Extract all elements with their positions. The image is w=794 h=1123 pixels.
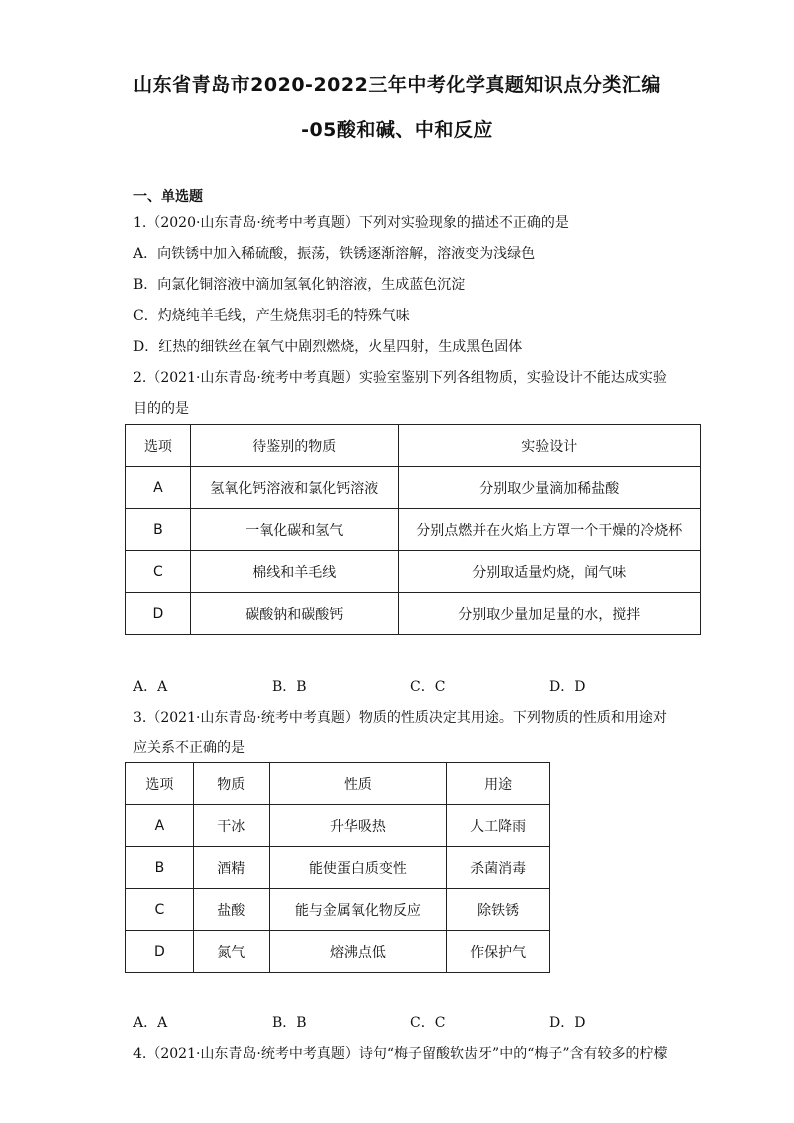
table-cell: 分别取少量加足量的水，搅拌 [398, 593, 700, 635]
question-2-stem: 2.（2021·山东青岛·统考中考真题）实验室鉴别下列各组物质，实验设计不能达成实验 [133, 370, 667, 386]
table-header-cell: 实验设计 [398, 425, 700, 467]
table-cell: 碳酸钠和碳酸钙 [190, 593, 398, 635]
question-2-table [125, 424, 701, 635]
table-cell: 棉线和羊毛线 [190, 551, 398, 593]
answer-option-c[interactable]: C．C [410, 1015, 446, 1031]
table-cell: 杀菌消毒 [447, 847, 550, 889]
table-cell: 人工降雨 [447, 805, 550, 847]
section-heading: 一、单选题 [133, 189, 203, 205]
table-cell: 氮气 [193, 931, 269, 973]
question-1-option-c: C．灼烧纯羊毛线，产生烧焦羽毛的特殊气味 [133, 308, 410, 324]
answer-option-c[interactable]: C．C [410, 679, 446, 695]
answer-option-b[interactable]: B．B [272, 1015, 307, 1031]
table-cell: A [126, 805, 194, 847]
question-1-option-a: A．向铁锈中加入稀硫酸，振荡，铁锈逐渐溶解，溶液变为浅绿色 [133, 246, 536, 262]
table-cell: C [126, 551, 191, 593]
table-cell: 能与金属氧化物反应 [269, 889, 447, 931]
answer-option-d[interactable]: D．D [549, 679, 586, 695]
table-header-cell: 选项 [126, 425, 191, 467]
question-3-stem-continued: 应关系不正确的是 [133, 740, 245, 756]
document-title-line-1: 山东省青岛市2020-2022三年中考化学真题知识点分类汇编 [133, 74, 661, 96]
question-1-option-b: B．向氯化铜溶液中滴加氢氧化钠溶液，生成蓝色沉淀 [133, 277, 466, 293]
table-cell: 分别点燃并在火焰上方罩一个干燥的冷烧杯 [398, 509, 700, 551]
table-cell: D [126, 931, 194, 973]
table-cell: 酒精 [193, 847, 269, 889]
table-header-cell: 物质 [193, 763, 269, 805]
question-1-option-d: D．红热的细铁丝在氧气中剧烈燃烧，火星四射，生成黑色固体 [133, 339, 523, 355]
question-1-stem: 1.（2020·山东青岛·统考中考真题）下列对实验现象的描述不正确的是 [133, 215, 569, 231]
table-cell: 能使蛋白质变性 [269, 847, 447, 889]
table-header-row [126, 763, 550, 805]
table-cell: A [126, 467, 191, 509]
table-cell: 分别取少量滴加稀盐酸 [398, 467, 700, 509]
table-cell: 除铁锈 [447, 889, 550, 931]
table-row [126, 509, 701, 551]
table-cell: 升华吸热 [269, 805, 447, 847]
table-row [126, 551, 701, 593]
answer-option-d[interactable]: D．D [549, 1015, 586, 1031]
table-header-row [126, 425, 701, 467]
table-cell: 作保护气 [447, 931, 550, 973]
document-title-line-2: -05酸和碱、中和反应 [301, 119, 493, 141]
question-4-stem: 4.（2021·山东青岛·统考中考真题）诗句“梅子留酸软齿牙”中的“梅子”含有较多的柠檬 [133, 1046, 668, 1062]
table-row [126, 931, 550, 973]
table-cell: B [126, 509, 191, 551]
question-3-stem: 3.（2021·山东青岛·统考中考真题）物质的性质决定其用途。下列物质的性质和用途对 [133, 710, 667, 726]
answer-option-a[interactable]: A．A [133, 1015, 168, 1031]
table-cell: 分别取适量灼烧，闻气味 [398, 551, 700, 593]
question-2-stem-continued: 目的的是 [133, 401, 189, 417]
table-cell: C [126, 889, 194, 931]
table-row [126, 805, 550, 847]
table-cell: 干冰 [193, 805, 269, 847]
table-cell: 一氧化碳和氢气 [190, 509, 398, 551]
table-cell: B [126, 847, 194, 889]
answer-option-b[interactable]: B．B [272, 679, 307, 695]
table-cell: D [126, 593, 191, 635]
answer-option-a[interactable]: A．A [133, 679, 168, 695]
table-header-cell: 性质 [269, 763, 447, 805]
table-cell: 盐酸 [193, 889, 269, 931]
table-row [126, 847, 550, 889]
table-cell: 熔沸点低 [269, 931, 447, 973]
question-3-table [125, 762, 550, 973]
table-header-cell: 用途 [447, 763, 550, 805]
table-row [126, 889, 550, 931]
table-row [126, 467, 701, 509]
table-cell: 氢氧化钙溶液和氯化钙溶液 [190, 467, 398, 509]
table-header-cell: 待鉴别的物质 [190, 425, 398, 467]
table-header-cell: 选项 [126, 763, 194, 805]
table-row [126, 593, 701, 635]
